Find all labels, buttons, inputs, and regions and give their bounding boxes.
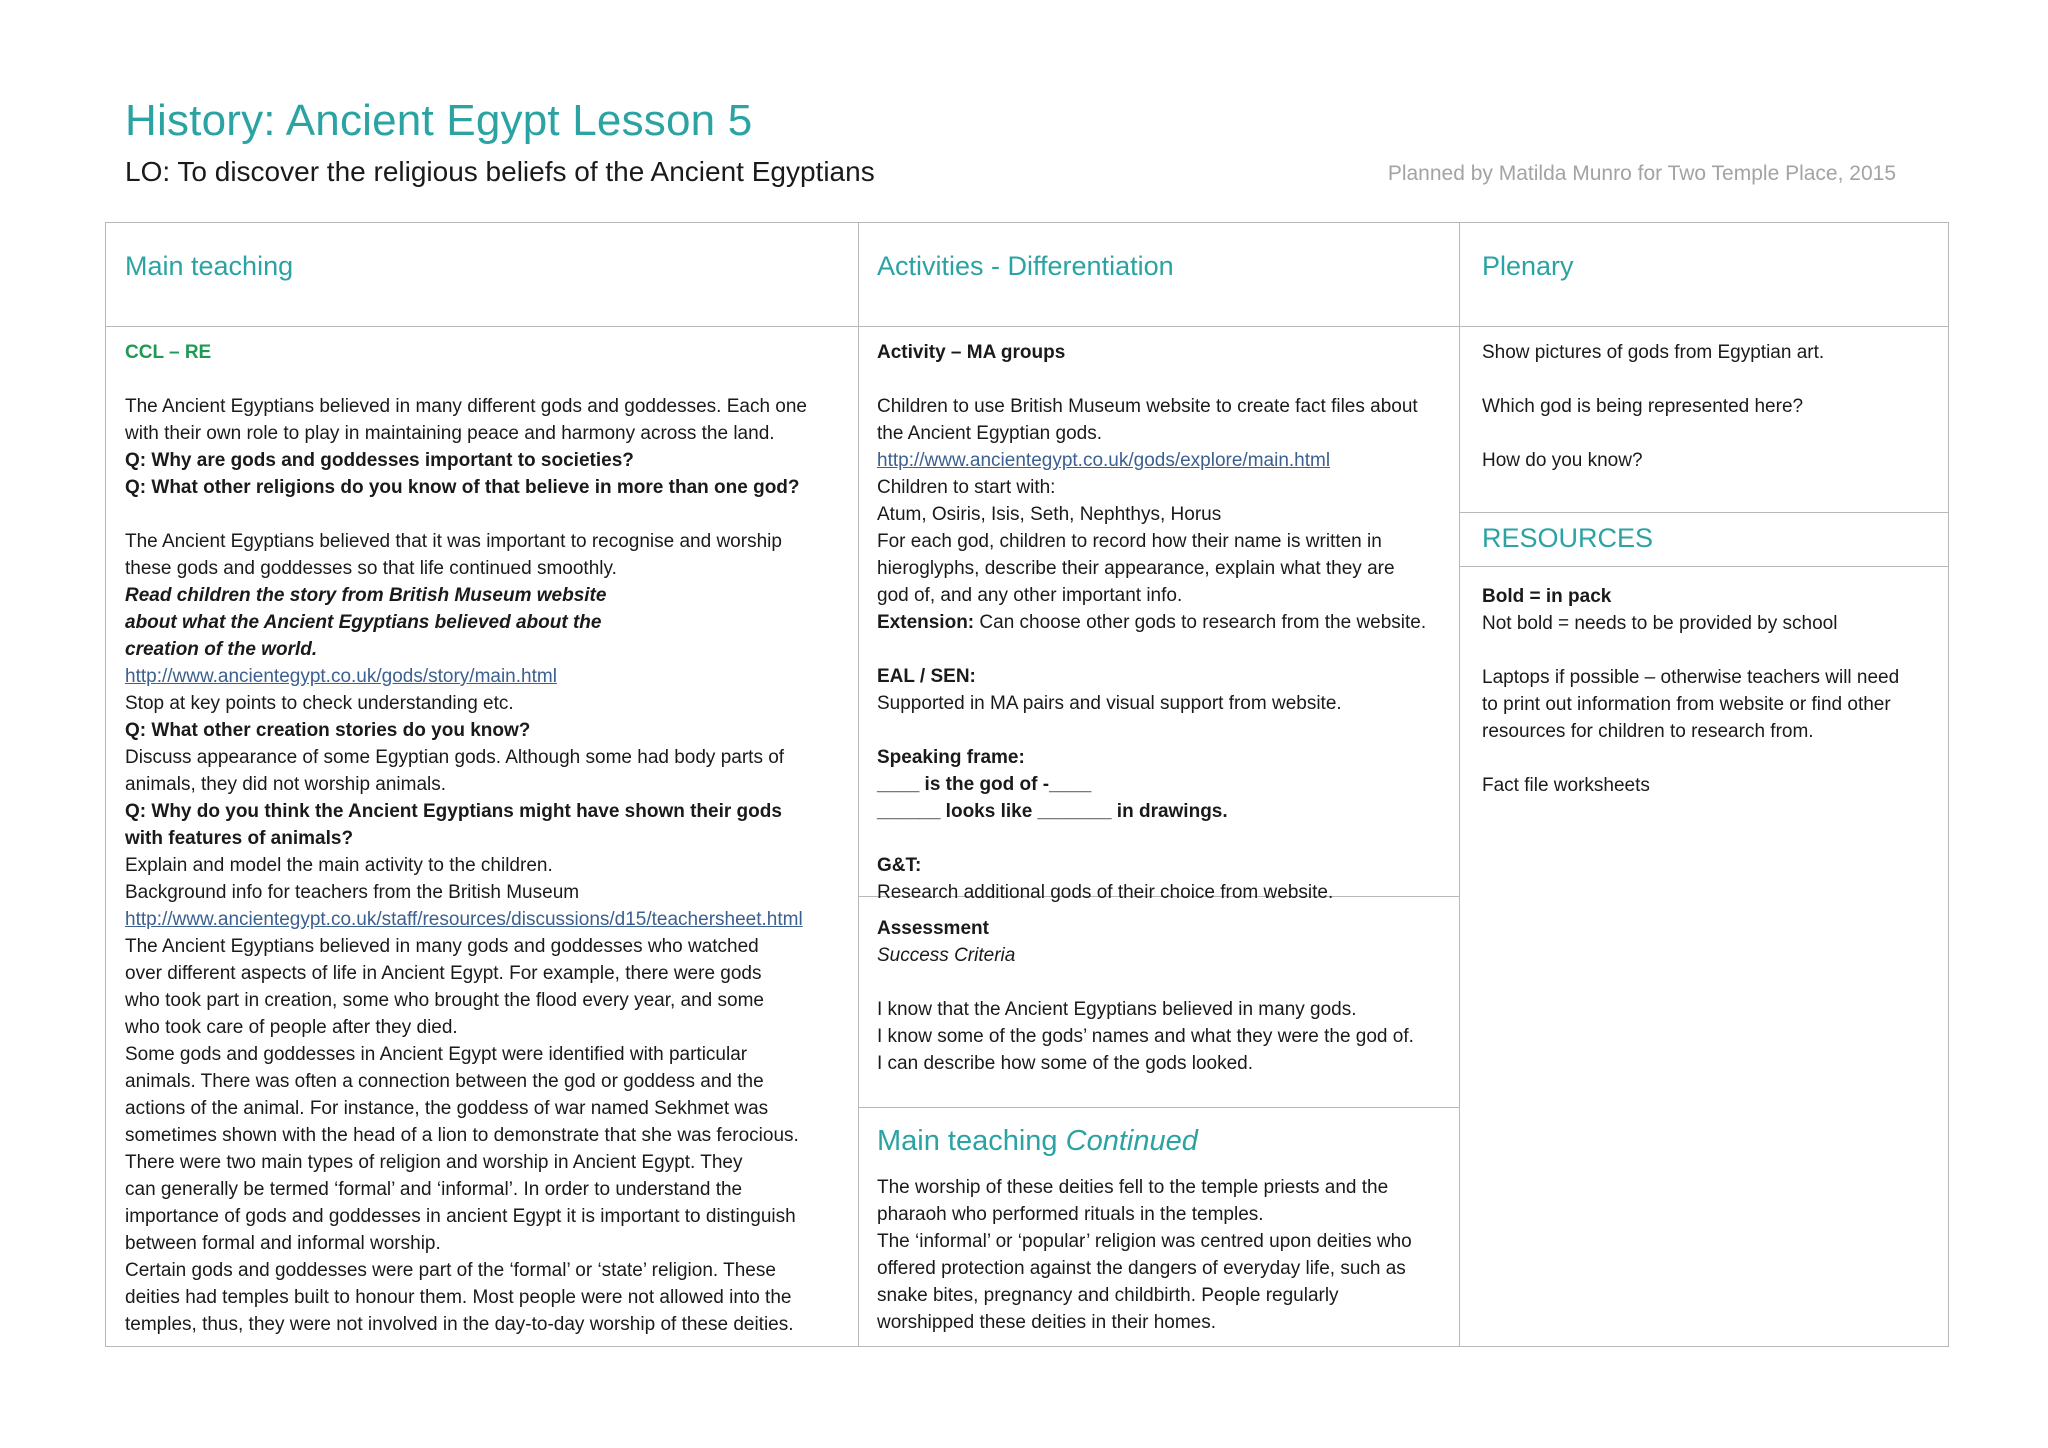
- main-text: temples, thus, they were not involved in the day-to-day worship of these deities.: [125, 1314, 794, 1335]
- main-text: who took part in creation, some who brought the flood every year, and some: [125, 990, 764, 1011]
- criterion: I know that the Ancient Egyptians believed in many gods.: [877, 999, 1357, 1020]
- main-text: The Ancient Egyptians believed in many gods and goddesses who watched: [125, 936, 759, 957]
- question: Q: What other creation stories do you know?: [125, 720, 531, 741]
- ccl-label: CCL – RE: [125, 342, 212, 363]
- activity-text: god of, and any other important info.: [877, 585, 1183, 606]
- question: Q: What other religions do you know of that believe in more than one god?: [125, 477, 800, 498]
- main-text: Stop at key points to check understanding etc.: [125, 693, 514, 714]
- activity-text: the Ancient Egyptian gods.: [877, 423, 1102, 444]
- question: Q: Why are gods and goddesses important to societies?: [125, 450, 634, 471]
- resource-text: to print out information from website or find other: [1482, 694, 1891, 715]
- main-text: Certain gods and goddesses were part of the ‘formal’ or ‘state’ religion. These: [125, 1260, 776, 1281]
- activity-text: Children to use British Museum website to create fact files about: [877, 396, 1418, 417]
- main-text: importance of gods and goddesses in ancient Egypt it is important to distinguish: [125, 1206, 796, 1227]
- success-criteria-label: Success Criteria: [877, 945, 1016, 966]
- activities-heading: Activities - Differentiation: [877, 251, 1174, 281]
- read-instruction: Read children the story from British Museum website: [125, 585, 607, 606]
- activity-title: Activity – MA groups: [877, 342, 1066, 363]
- main-text: The Ancient Egyptians believed that it was important to recognise and worship: [125, 531, 782, 552]
- activity-text: hieroglyphs, describe their appearance, explain what they are: [877, 558, 1395, 579]
- main-text: There were two main types of religion and worship in Ancient Egypt. They: [125, 1152, 743, 1173]
- main-text: sometimes shown with the head of a lion to demonstrate that she was ferocious.: [125, 1125, 799, 1146]
- main-text: over different aspects of life in Ancient Egypt. For example, there were gods: [125, 963, 762, 984]
- continued-text: worshipped these deities in their homes.: [877, 1312, 1217, 1333]
- continued-divider: [858, 1107, 1459, 1108]
- resources-body: [1482, 583, 1937, 799]
- resource-text: Fact file worksheets: [1482, 775, 1650, 796]
- activities-body: [877, 339, 1452, 906]
- main-text: Discuss appearance of some Egyptian gods. Although some had body parts of: [125, 747, 785, 768]
- resources-top-divider: [1459, 512, 1948, 513]
- continued-text: snake bites, pregnancy and childbirth. People regularly: [877, 1285, 1339, 1306]
- plenary-text: How do you know?: [1482, 450, 1643, 471]
- plenary-text: Which god is being represented here?: [1482, 396, 1804, 417]
- continued-text: The worship of these deities fell to the temple priests and the: [877, 1177, 1389, 1198]
- not-bold-key: Not bold = needs to be provided by school: [1482, 613, 1838, 634]
- plenary-heading: Plenary: [1482, 251, 1574, 281]
- resource-text: resources for children to research from.: [1482, 721, 1814, 742]
- continued-body: [877, 1174, 1452, 1336]
- plenary-body: [1482, 339, 1937, 474]
- criterion: I know some of the gods’ names and what they were the god of.: [877, 1026, 1414, 1047]
- assessment-title: Assessment: [877, 918, 989, 939]
- resources-heading: RESOURCES: [1482, 523, 1654, 553]
- continued-text: The ‘informal’ or ‘popular’ religion was centred upon deities who: [877, 1231, 1412, 1252]
- plenary-text: Show pictures of gods from Egyptian art.: [1482, 342, 1825, 363]
- learning-objective: LO: To discover the religious beliefs of the Ancient Egyptians: [125, 156, 875, 187]
- story-link[interactable]: http://www.ancientegypt.co.uk/gods/story/main.html: [125, 666, 557, 687]
- main-text: with their own role to play in maintaining peace and harmony across the land.: [125, 423, 775, 444]
- lesson-plan-grid: [105, 222, 1949, 1347]
- continued-text: pharaoh who performed rituals in the temples.: [877, 1204, 1264, 1225]
- speaking-frame-line: ______ looks like _______ in drawings.: [877, 801, 1228, 822]
- eal-text: Supported in MA pairs and visual support from website.: [877, 693, 1342, 714]
- main-text: can generally be termed ‘formal’ and ‘informal’. In order to understand the: [125, 1179, 743, 1200]
- planned-by: Planned by Matilda Munro for Two Temple Place, 2015: [1387, 162, 1896, 185]
- page-title: History: Ancient Egypt Lesson 5: [125, 96, 753, 145]
- gt-text: Research additional gods of their choice from website.: [877, 882, 1334, 903]
- main-teaching-heading: Main teaching: [125, 251, 294, 281]
- resources-bottom-divider: [1459, 566, 1948, 567]
- read-instruction: about what the Ancient Egyptians believed about the: [125, 612, 602, 633]
- main-text: these gods and goddesses so that life continued smoothly.: [125, 558, 617, 579]
- main-teaching-continued-heading: Main teaching Continued: [877, 1125, 1198, 1157]
- continued-text: offered protection against the dangers of everyday life, such as: [877, 1258, 1406, 1279]
- main-text: who took care of people after they died.: [125, 1017, 458, 1038]
- teachersheet-link[interactable]: http://www.ancientegypt.co.uk/staff/resources/discussions/d15/teachersheet.html: [125, 909, 803, 930]
- main-text: Some gods and goddesses in Ancient Egypt were identified with particular: [125, 1044, 748, 1065]
- read-instruction: creation of the world.: [125, 639, 318, 660]
- resource-text: Laptops if possible – otherwise teachers will need: [1482, 667, 1900, 688]
- main-text: The Ancient Egyptians believed in many different gods and goddesses. Each one: [125, 396, 807, 417]
- speaking-frame-line: ____ is the god of -____: [877, 774, 1092, 795]
- assessment-body: [877, 915, 1452, 1077]
- column-divider: [1459, 223, 1460, 1346]
- main-text: animals. There was often a connection between the god or goddess and the: [125, 1071, 764, 1092]
- eal-title: EAL / SEN:: [877, 666, 976, 687]
- gt-title: G&T:: [877, 855, 922, 876]
- main-text: between formal and informal worship.: [125, 1233, 441, 1254]
- main-teaching-body: [125, 339, 845, 1338]
- question: Q: Why do you think the Ancient Egyptians might have shown their gods: [125, 801, 782, 822]
- extension-label: Extension:: [877, 612, 975, 633]
- main-text: Explain and model the main activity to the children.: [125, 855, 553, 876]
- main-text: deities had temples built to honour them. Most people were not allowed into the: [125, 1287, 792, 1308]
- extension: [877, 609, 1452, 636]
- extension-text: Can choose other gods to research from the website.: [974, 612, 1427, 633]
- activity-text: Children to start with:: [877, 477, 1056, 498]
- question: with features of animals?: [125, 828, 354, 849]
- column-divider: [858, 223, 859, 1346]
- activity-text: For each god, children to record how their name is written in: [877, 531, 1382, 552]
- speaking-frame-title: Speaking frame:: [877, 747, 1025, 768]
- header-divider: [106, 326, 1948, 327]
- activity-text: Atum, Osiris, Isis, Seth, Nephthys, Horus: [877, 504, 1222, 525]
- main-text: Background info for teachers from the British Museum: [125, 882, 580, 903]
- criterion: I can describe how some of the gods looked.: [877, 1053, 1254, 1074]
- bold-key: Bold = in pack: [1482, 586, 1612, 607]
- main-text: actions of the animal. For instance, the goddess of war named Sekhmet was: [125, 1098, 769, 1119]
- main-text: animals, they did not worship animals.: [125, 774, 447, 795]
- explore-link[interactable]: http://www.ancientegypt.co.uk/gods/explore/main.html: [877, 450, 1331, 471]
